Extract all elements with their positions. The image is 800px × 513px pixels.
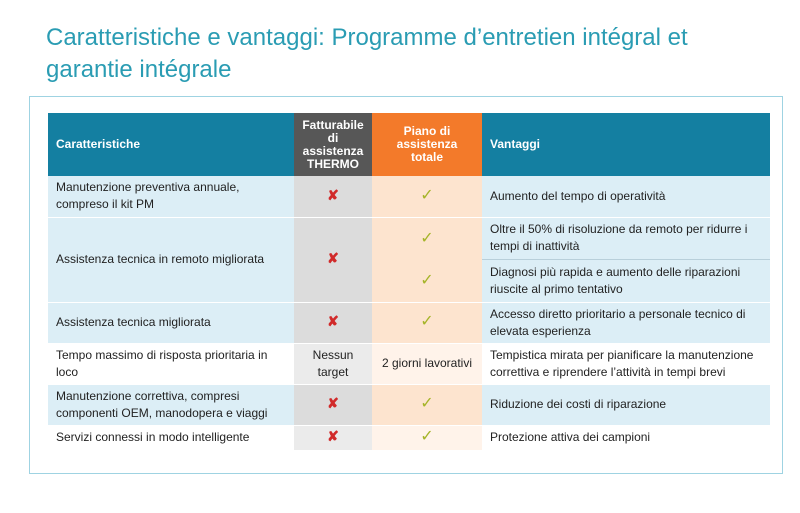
table-row <box>48 425 770 450</box>
feature-cell: Tempo massimo di risposta prioritaria in loco <box>48 343 294 384</box>
billable-cell: Nessun target <box>294 343 372 384</box>
header-billable: Fatturabile di assistenza THERMO <box>294 113 372 176</box>
cross-icon: ✘ <box>327 428 339 444</box>
cross-icon: ✘ <box>327 186 339 203</box>
benefit-cell: Protezione attiva dei campioni <box>482 425 770 450</box>
billable-cell <box>294 302 372 343</box>
check-icon: ✓ <box>420 229 434 247</box>
header-plan: Piano di assistenza totale <box>372 113 482 176</box>
cross-icon: ✘ <box>327 395 339 411</box>
billable-cell <box>294 176 372 217</box>
table-row <box>48 343 770 384</box>
plan-cell <box>372 176 482 217</box>
feature-cell: Assistenza tecnica in remoto migliorata <box>48 217 294 302</box>
benefit-cell: Riduzione dei costi di riparazione <box>482 384 770 425</box>
benefit-cell: Accesso diretto prioritario a personale tecnico di elevata esperienza <box>482 302 770 343</box>
billable-cell <box>294 217 372 302</box>
benefit-cell: Diagnosi più rapida e aumento delle riparazioni riuscite al primo tentativo <box>482 260 770 303</box>
check-icon: ✓ <box>420 395 434 412</box>
table-row <box>48 384 770 425</box>
header-benefits: Vantaggi <box>482 113 770 176</box>
benefit-cell: Oltre il 50% di risoluzione da remoto per ridurre i tempi di inattività <box>482 217 770 260</box>
benefit-cell: Aumento del tempo di operatività <box>482 176 770 217</box>
plan-cell <box>372 384 482 425</box>
check-icon: ✓ <box>420 186 434 204</box>
plan-cell <box>372 217 482 302</box>
table-row <box>48 176 770 217</box>
plan-cell <box>372 425 482 450</box>
cross-icon: ✘ <box>327 250 339 266</box>
check-icon: ✓ <box>420 271 434 289</box>
page-title: Caratteristiche e vantaggi: Programme d’entretien intégral et garantie intégrale <box>46 24 688 83</box>
plan-cell <box>372 302 482 343</box>
billable-cell <box>294 384 372 425</box>
check-icon: ✓ <box>420 313 434 330</box>
billable-cell <box>294 425 372 450</box>
table-header-row <box>48 113 770 176</box>
benefit-cell: Tempistica mirata per pianificare la manutenzione correttiva e riprendere l’attività in tempi brevi <box>482 343 770 384</box>
header-features: Caratteristiche <box>48 113 294 176</box>
cross-icon: ✘ <box>327 313 339 329</box>
table-row <box>48 302 770 343</box>
feature-cell: Assistenza tecnica migliorata <box>48 302 294 343</box>
feature-cell: Servizi connessi in modo intelligente <box>48 425 294 450</box>
table-row <box>48 217 770 260</box>
feature-cell: Manutenzione preventiva annuale, compreso il kit PM <box>48 176 294 217</box>
plan-cell: 2 giorni lavorativi <box>372 343 482 384</box>
check-icon: ✓ <box>420 428 434 445</box>
features-benefits-table <box>48 113 770 451</box>
feature-cell: Manutenzione correttiva, compresi componenti OEM, manodopera e viaggi <box>48 384 294 425</box>
